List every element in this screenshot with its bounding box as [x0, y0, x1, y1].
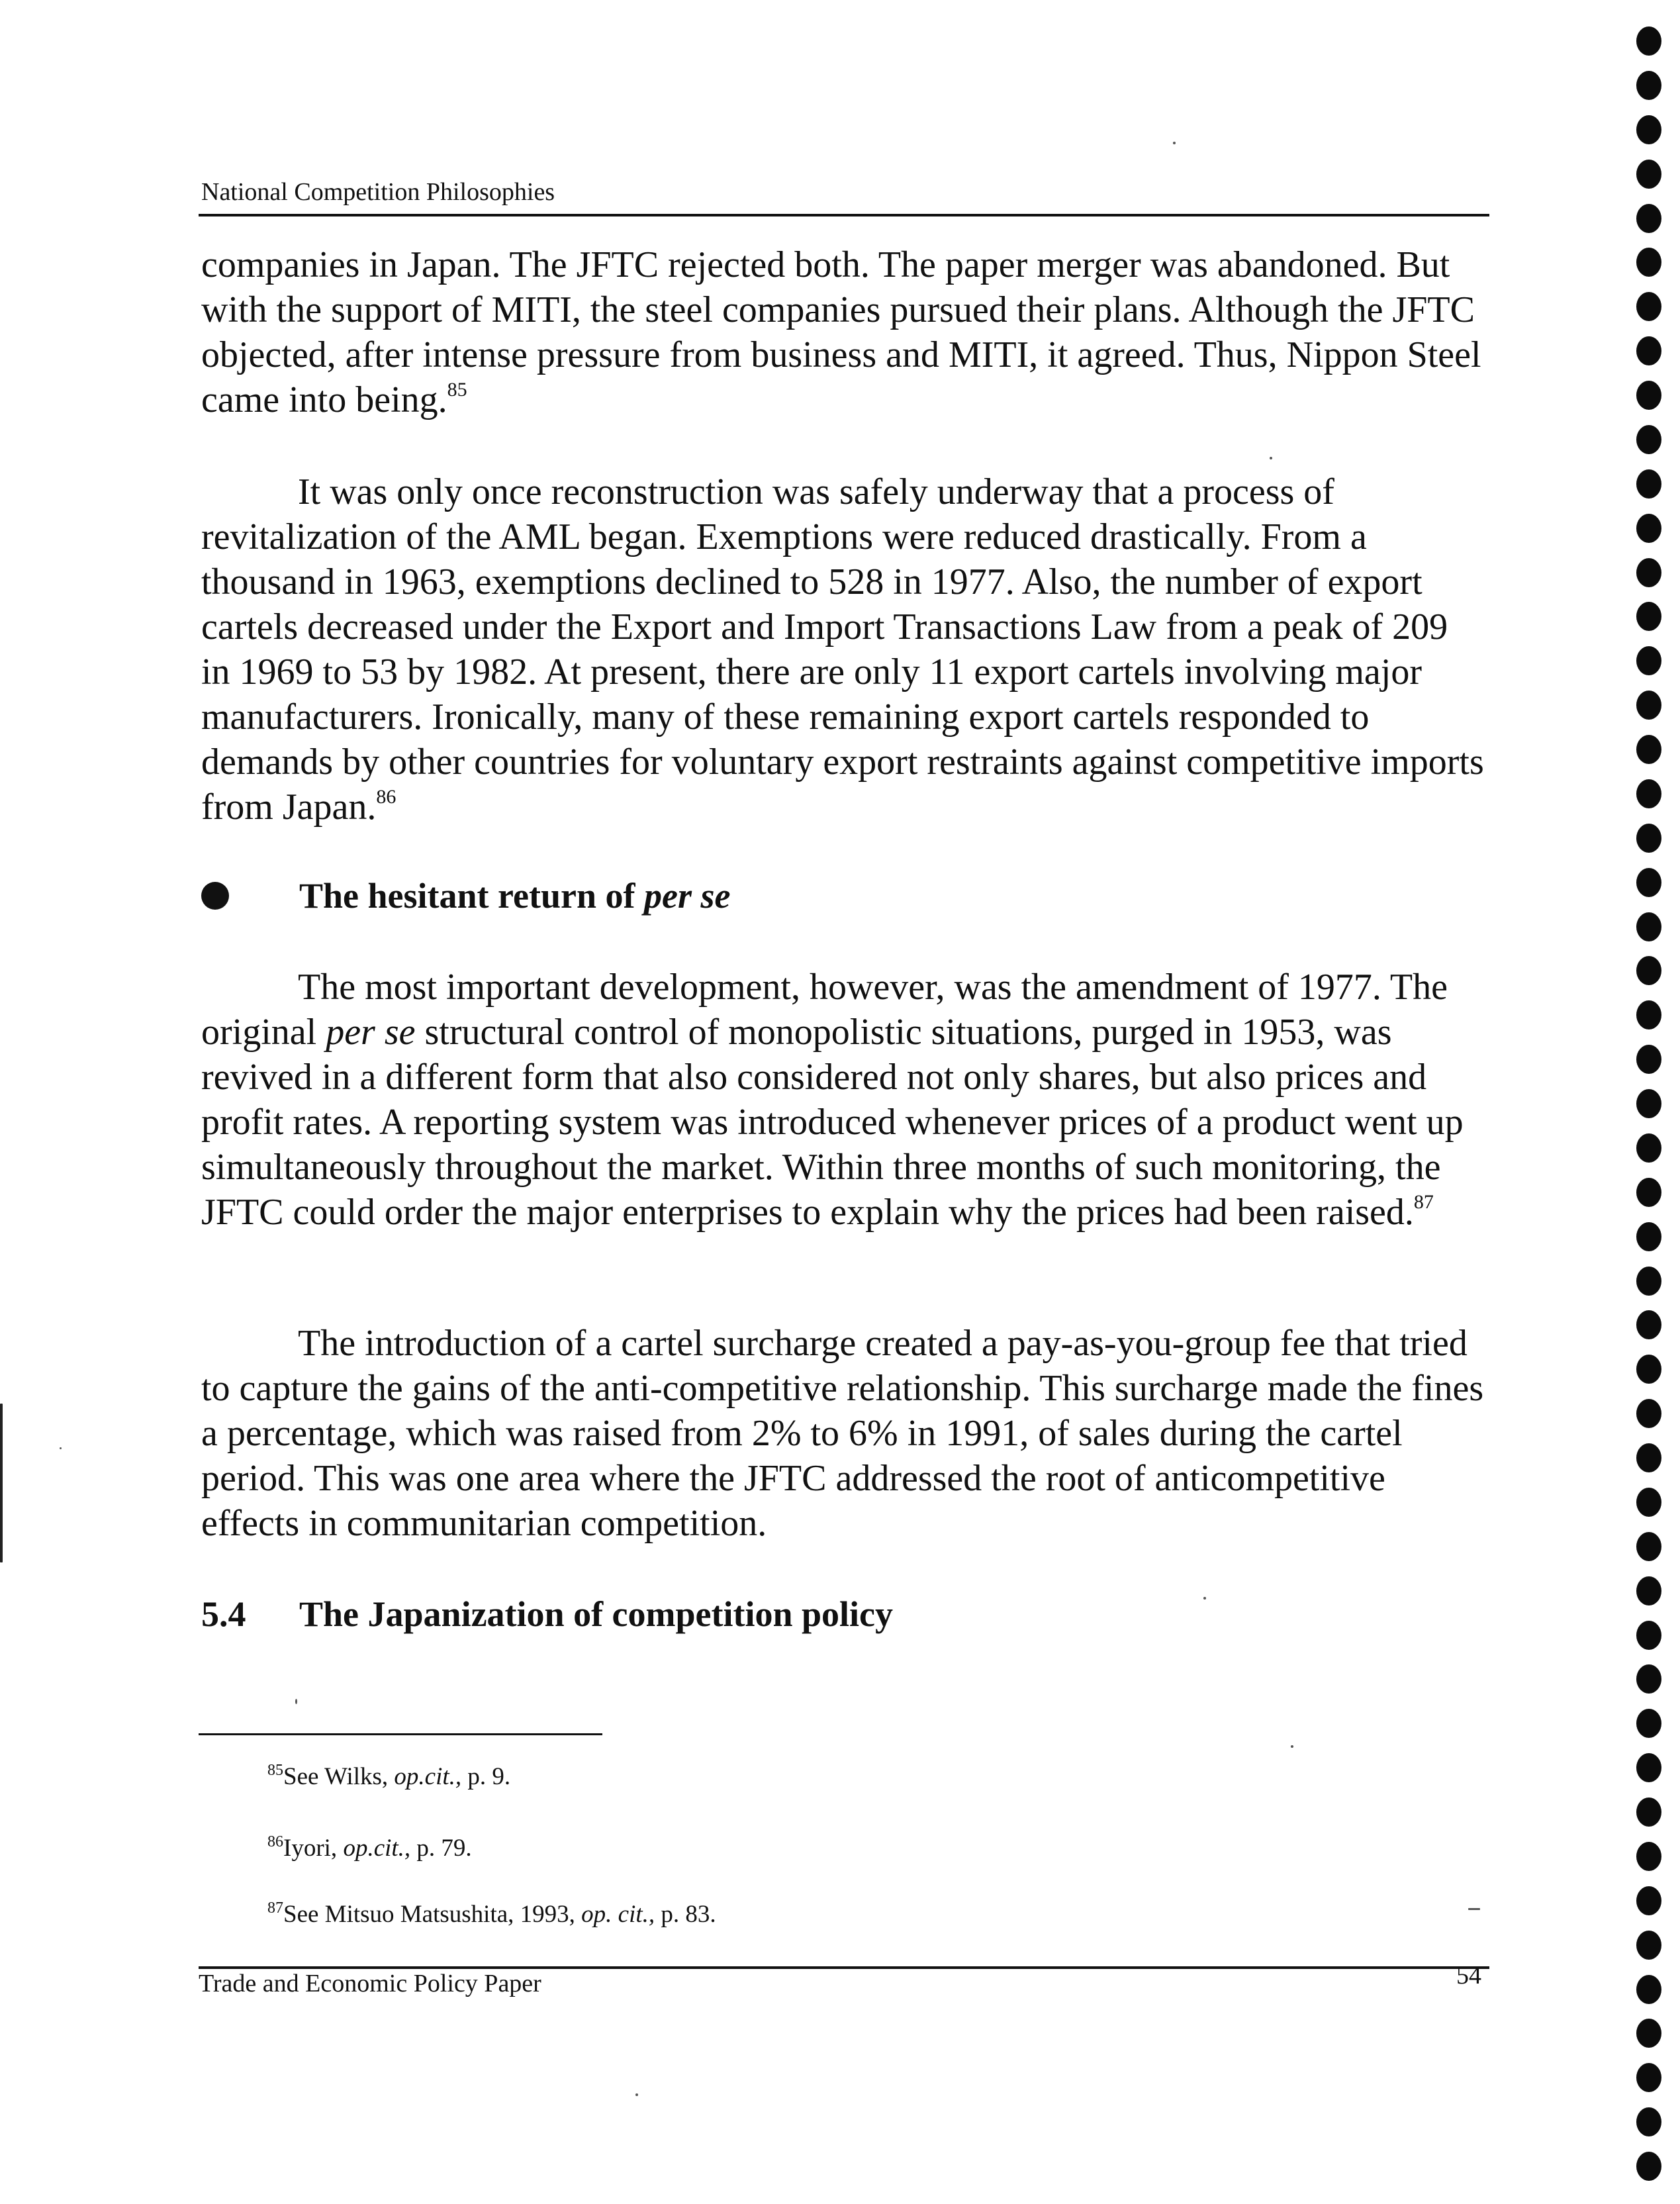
scan-speck: [635, 2093, 638, 2096]
footnote-ref-85: 85: [447, 379, 467, 401]
binding-hole-37: [1636, 1621, 1661, 1650]
binding-hole-39: [1636, 1709, 1661, 1738]
footnote-italic: op.cit.,: [343, 1835, 411, 1862]
binding-hole-45: [1636, 1975, 1661, 2004]
binding-hole-44: [1636, 1931, 1661, 1960]
binding-hole-33: [1636, 1443, 1661, 1472]
footnote-87: [267, 1900, 716, 1929]
scan-speck: [1468, 1908, 1480, 1910]
binding-hole-40: [1636, 1753, 1661, 1782]
binding-hole-1: [1636, 26, 1661, 56]
scan-speck: [0, 1404, 3, 1562]
binding-hole-30: [1636, 1310, 1661, 1339]
footnote-number: 87: [267, 1899, 283, 1917]
binding-hole-14: [1636, 602, 1661, 631]
binding-hole-6: [1636, 248, 1661, 277]
bullet-heading: [299, 874, 730, 918]
binding-hole-4: [1636, 160, 1661, 189]
binding-holes: [1636, 26, 1669, 2191]
footer-title: Trade and Economic Policy Paper: [199, 1970, 541, 1997]
binding-hole-23: [1636, 1000, 1661, 1030]
binding-hole-43: [1636, 1886, 1661, 1915]
scan-speck: [1203, 1597, 1206, 1600]
binding-hole-20: [1636, 868, 1661, 897]
binding-hole-41: [1636, 1797, 1661, 1827]
footnote-ref-86: 86: [376, 786, 397, 808]
footnote-rule: [199, 1733, 602, 1735]
scan-speck: [1173, 142, 1176, 144]
scan-speck: [295, 1699, 297, 1704]
binding-hole-24: [1636, 1045, 1661, 1074]
binding-hole-7: [1636, 292, 1661, 321]
binding-hole-9: [1636, 381, 1661, 410]
binding-hole-25: [1636, 1089, 1661, 1118]
binding-hole-5: [1636, 204, 1661, 233]
binding-hole-26: [1636, 1133, 1661, 1163]
paragraph-1: [201, 242, 1485, 422]
footnote-ref-87: 87: [1413, 1191, 1434, 1213]
footnote-text-end: p. 9.: [461, 1763, 511, 1790]
paragraph-4-text: The introduction of a cartel surcharge created a pay-as-you-group fee that tried to capture the gains of the anti-competitive relationship. This surcharge made the fines a percentage, which was raised from 2% to 6% in 1991, of sales during the cartel period. This was one area where the JFTC addressed the root of anticompetitive effects in communitarian competition.: [201, 1323, 1484, 1544]
binding-hole-34: [1636, 1488, 1661, 1517]
binding-hole-3: [1636, 115, 1661, 144]
page-number: 54: [1456, 1962, 1481, 1989]
footnote-text: See Wilks,: [283, 1763, 395, 1790]
paragraph-3: [201, 965, 1485, 1235]
binding-hole-10: [1636, 425, 1661, 454]
binding-hole-29: [1636, 1267, 1661, 1296]
binding-hole-13: [1636, 558, 1661, 587]
bullet-icon: [201, 882, 229, 910]
paragraph-4: [201, 1321, 1485, 1546]
bullet-heading-text: The hesitant return of: [299, 876, 644, 916]
scan-speck: [60, 1447, 62, 1449]
binding-hole-28: [1636, 1222, 1661, 1251]
paragraph-3-text-b: structural control of monopolistic situations, purged in 1953, was revived in a different form that also considered not only shares, but also prices and profit rates. A reporting system was introduced whenever prices of a product went up simultaneously throughout the market. Within three months of such monitoring, the JFTC could order the major enterprises to explain why the prices had been raised.: [201, 1012, 1464, 1233]
binding-hole-17: [1636, 735, 1661, 764]
binding-hole-36: [1636, 1576, 1661, 1605]
binding-hole-11: [1636, 469, 1661, 499]
scan-speck: [1270, 457, 1272, 459]
footnote-86: [267, 1834, 472, 1863]
binding-hole-2: [1636, 71, 1661, 100]
binding-hole-42: [1636, 1842, 1661, 1871]
binding-hole-49: [1636, 2152, 1661, 2181]
footnote-italic: op. cit.,: [581, 1901, 655, 1928]
section-number: 5.4: [201, 1594, 246, 1634]
binding-hole-15: [1636, 646, 1661, 675]
paragraph-3-italic: per se: [326, 1012, 416, 1053]
binding-hole-32: [1636, 1399, 1661, 1428]
paragraph-3-text-a: The most important development, however, was the amendment of 1977. The original: [201, 967, 1448, 1053]
footnote-number: 85: [267, 1762, 283, 1779]
header-rule: [199, 214, 1489, 216]
binding-hole-22: [1636, 956, 1661, 985]
bullet-heading-italic: per se: [644, 876, 731, 916]
footnote-text: Iyori,: [283, 1835, 344, 1862]
footnote-number: 86: [267, 1833, 283, 1850]
binding-hole-48: [1636, 2107, 1661, 2136]
binding-hole-21: [1636, 912, 1661, 941]
paragraph-2: [201, 469, 1485, 830]
binding-hole-12: [1636, 514, 1661, 543]
footnote-85: [267, 1762, 510, 1792]
binding-hole-35: [1636, 1532, 1661, 1561]
binding-hole-8: [1636, 336, 1661, 365]
binding-hole-46: [1636, 2019, 1661, 2048]
paragraph-1-text: companies in Japan. The JFTC rejected both. The paper merger was abandoned. But with the support of MITI, the steel companies pursued their plans. Although the JFTC objected, after intense pressure from business and MITI, it agreed. Thus, Nippon Steel came into being.: [201, 244, 1481, 420]
running-header: National Competition Philosophies: [201, 178, 555, 206]
binding-hole-18: [1636, 779, 1661, 808]
binding-hole-16: [1636, 691, 1661, 720]
binding-hole-27: [1636, 1178, 1661, 1207]
footnote-text-end: p. 83.: [655, 1901, 716, 1928]
scan-speck: [1291, 1745, 1293, 1748]
footnote-text-end: p. 79.: [410, 1835, 472, 1862]
footnote-italic: op.cit.,: [394, 1763, 462, 1790]
binding-hole-19: [1636, 824, 1661, 853]
footnote-text: See Mitsuo Matsushita, 1993,: [283, 1901, 582, 1928]
section-title: The Japanization of competition policy: [299, 1594, 894, 1634]
binding-hole-31: [1636, 1355, 1661, 1384]
paragraph-2-text: It was only once reconstruction was safely underway that a process of revitalization of the AML began. Exemptions were reduced drastically. From a thousand in 1963, exemptions declined to 528 in 1977. Also, the number of export cartels decreased under the Export and Import Transactions Law from a peak of 209 in 1969 to 53 by 1982. At present, there are only 11 export cartels involving major manufacturers. Ironically, many of these remaining export cartels responded to demands by other countries for voluntary export restraints against competitive imports from Japan.: [201, 471, 1484, 828]
binding-hole-47: [1636, 2063, 1661, 2092]
binding-hole-38: [1636, 1664, 1661, 1694]
